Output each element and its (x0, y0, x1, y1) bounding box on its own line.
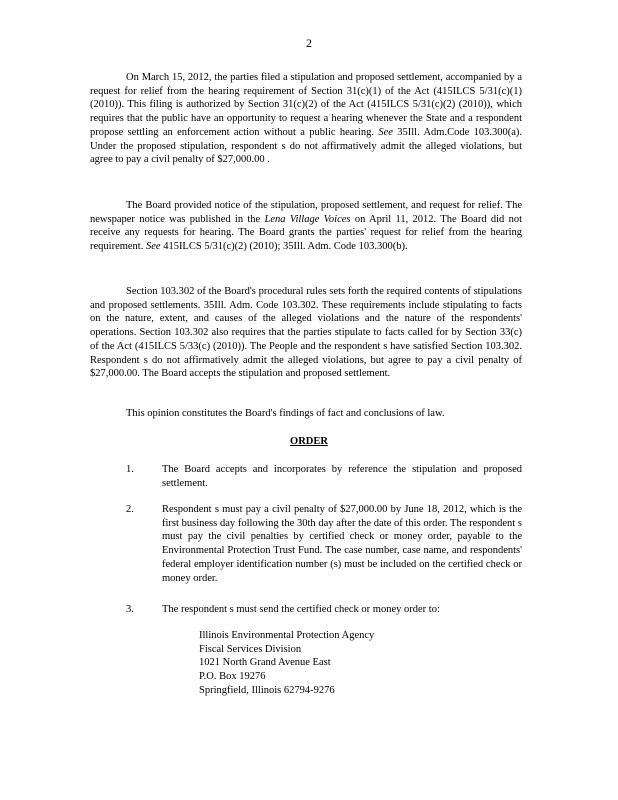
paragraph-findings-text: This opinion constitutes the Board's findings of fact and conclusions of law. (126, 408, 445, 419)
paragraph-procedural-rules (90, 285, 522, 381)
paragraph-procedural-rules-text: Section 103.302 of the Board's procedural rules sets forth the required contents of stipulations and proposed settlements. 35Ill. Adm. Code 103.302. These requirements include stipulating to facts on the nature, extent, and causes of the alleged violations and the nature of the respondents' operations. Section 103.302 also requires that the parties stipulate to facts called for by Section 33(c) of the Act (415ILCS 5/33(c) (2010)). The People and the respondent s have satisfied Section 103.302. Respondent s do not affirmatively admit the alleged violations, but agree to pay a civil penalty of $27,000.00. The Board accepts the stipulation and proposed settlement. (90, 286, 522, 380)
order-item-number: 2. (126, 504, 134, 515)
order-item (126, 503, 522, 585)
paragraph-stipulation-filing-tail: 35Ill. Adm.Code 103.300(a). Under the proposed stipulation, respondent s do not affirmatively admit the alleged violations, but agree to pay a civil penalty of $27,000.00 . (90, 126, 523, 166)
address-line-po-box: P.O. Box 19276 (199, 671, 266, 683)
page-number: 2 (306, 36, 312, 50)
paragraph-stipulation-filing (90, 71, 522, 167)
address-line-agency: Illinois Environmental Protection Agency (199, 630, 375, 641)
paragraph-notice-head: The Board provided notice of the stipulation, proposed settlement, and request for relief. The newspaper notice was published in the (90, 200, 522, 225)
order-item-number: 3. (126, 604, 134, 615)
paragraph-notice-mid: on April 11, 2012. The Board did not receive any requests for hearing. The Board grants the parties' request for relief from the hearing requirement. (90, 213, 523, 253)
mailing-address (199, 629, 374, 698)
paragraph-stipulation-filing-text: On March 15, 2012, the parties filed a stipulation and proposed settlement, accompanied by a request for relief from the hearing requirement of Section 31(c)(1) of the Act (415ILCS 5/31(c)(1) (2010)). This filing is authorized by Section 31(c)(2) of the Act (415ILCS 5/31(c)(2) (2010)), which requires that the public have an opportunity to request a hearing whenever the State and a respondent propose settling an enforcement action without a public hearing. (90, 72, 522, 138)
address-line-division: Fiscal Services Division (199, 643, 302, 655)
citation-signal-see: See (378, 126, 393, 138)
paragraph-findings (90, 407, 522, 421)
newspaper-name: Lena Village Voices (264, 213, 351, 225)
order-heading: ORDER (290, 436, 328, 447)
citation-signal-see-2: See (145, 241, 161, 253)
order-item-text: The Board accepts and incorporates by reference the stipulation and proposed settlement. (162, 464, 522, 489)
order-item (126, 463, 522, 490)
address-line-city: Springfield, Illinois 62794-9276 (199, 684, 335, 696)
paragraph-notice-tail: 415ILCS 5/31(c)(2) (2010); 35Ill. Adm. Code 103.300(b). (163, 241, 408, 253)
order-item-text: Respondent s must pay a civil penalty of $27,000.00 by June 18, 2012, which is the first business day following the 30th day after the date of this order. The respondent s must pay the civil penalties by certified check or money order, payable to the Environmental Protection Trust Fund. The case number, case name, and respondents' federal employer identification number (s) must be included on the certified check or money order. (162, 504, 522, 584)
order-item (126, 603, 522, 617)
paragraph-notice (90, 199, 522, 254)
order-item-number: 1. (126, 464, 134, 475)
address-line-street: 1021 North Grand Avenue East (199, 657, 331, 669)
order-item-text: The respondent s must send the certified check or money order to: (162, 604, 440, 615)
